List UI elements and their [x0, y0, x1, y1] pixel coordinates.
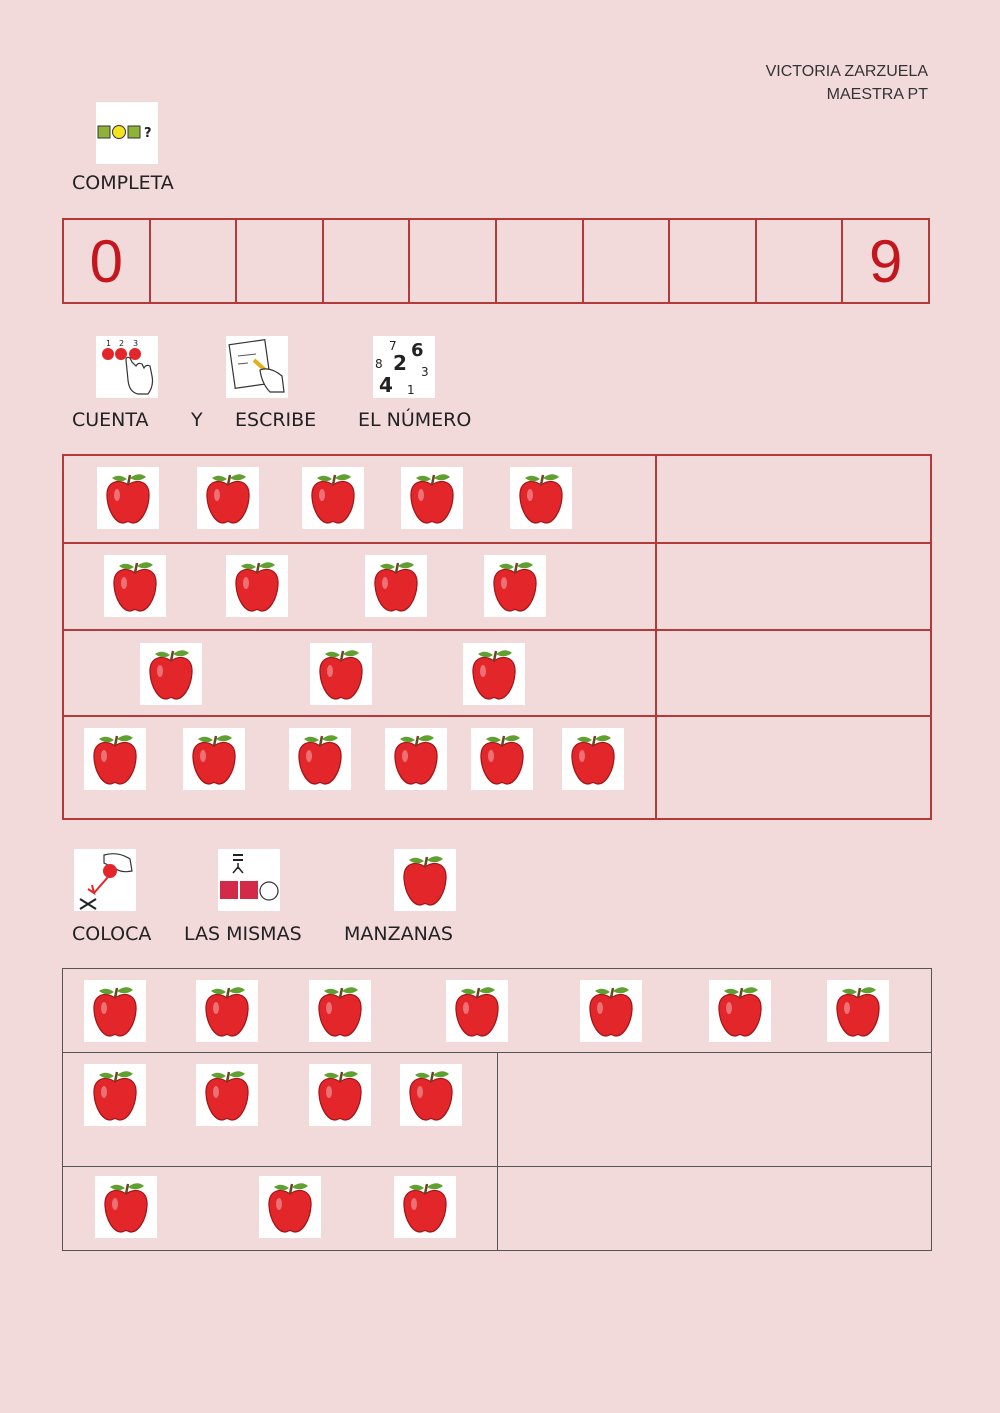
- apple-picto-icon: [394, 849, 456, 911]
- apple-icon: [95, 1176, 157, 1238]
- number-cell: 9: [868, 227, 903, 295]
- svg-text:3: 3: [133, 339, 139, 348]
- las-mismas-label: LAS MISMAS: [184, 923, 302, 945]
- apple-icon: [140, 643, 202, 705]
- write-pencil-icon: [226, 336, 288, 398]
- apple-icon: [289, 728, 351, 790]
- apple-icon: [183, 728, 245, 790]
- number-cell-blank[interactable]: [497, 220, 584, 302]
- svg-text:8: 8: [375, 357, 383, 371]
- apple-icon: [226, 555, 288, 617]
- place-table: [62, 968, 932, 1251]
- apple-icon: [259, 1176, 321, 1238]
- numbers-icon: [373, 336, 435, 398]
- number-cell-blank[interactable]: [151, 220, 238, 302]
- svg-text:6: 6: [411, 340, 424, 361]
- apple-icon: [446, 980, 508, 1042]
- apple-icon: [471, 728, 533, 790]
- apple-icon: [310, 643, 372, 705]
- number-line: [62, 218, 930, 304]
- author-role: MAESTRA PT: [826, 86, 928, 103]
- apple-icon: [309, 980, 371, 1042]
- svg-text:2: 2: [119, 339, 125, 348]
- sequence-pictogram-icon: [96, 102, 158, 164]
- number-cell-blank[interactable]: [237, 220, 324, 302]
- number-cell-blank[interactable]: [410, 220, 497, 302]
- cuenta-label: CUENTA: [72, 409, 149, 431]
- number-cell-blank[interactable]: [584, 220, 671, 302]
- apple-icon: [401, 467, 463, 529]
- apple-icon: [463, 643, 525, 705]
- apple-icon: [580, 980, 642, 1042]
- apple-icon: [302, 467, 364, 529]
- answer-box[interactable]: [657, 717, 930, 818]
- apple-icon: [394, 1176, 456, 1238]
- apple-icon: [97, 467, 159, 529]
- answer-box[interactable]: [657, 544, 930, 631]
- escribe-label: ESCRIBE: [235, 409, 317, 431]
- svg-text:3: 3: [421, 365, 429, 379]
- answer-box[interactable]: [657, 631, 930, 717]
- svg-text:2: 2: [393, 351, 407, 375]
- place-apples-box[interactable]: [498, 1053, 931, 1167]
- apple-icon: [196, 1064, 258, 1126]
- svg-text:?: ?: [144, 126, 152, 141]
- manzanas-label: MANZANAS: [344, 923, 453, 945]
- apple-icon: [400, 1064, 462, 1126]
- count-apples-hand-icon: [96, 336, 158, 398]
- apple-icon: [709, 980, 771, 1042]
- number-cell-blank[interactable]: [757, 220, 844, 302]
- count-table: [62, 454, 932, 820]
- apple-icon: [562, 728, 624, 790]
- apple-icon: [84, 728, 146, 790]
- apple-icon: [365, 555, 427, 617]
- apple-icon: [84, 1064, 146, 1126]
- apple-icon: [197, 467, 259, 529]
- place-apples-box[interactable]: [498, 1167, 931, 1250]
- apple-icon: [84, 980, 146, 1042]
- number-cell-blank[interactable]: [324, 220, 411, 302]
- svg-text:7: 7: [389, 339, 397, 353]
- apple-icon: [484, 555, 546, 617]
- author-name: VICTORIA ZARZUELA: [765, 63, 928, 80]
- svg-text:1: 1: [407, 383, 415, 397]
- same-quantity-icon: [218, 849, 280, 911]
- author-block: [766, 60, 928, 106]
- answer-box[interactable]: [657, 456, 930, 544]
- apple-icon: [827, 980, 889, 1042]
- completa-label: COMPLETA: [72, 172, 174, 194]
- apple-icon: [104, 555, 166, 617]
- number-cell: 0: [64, 220, 151, 302]
- apple-icon: [510, 467, 572, 529]
- apple-icon: [385, 728, 447, 790]
- coloca-label: COLOCA: [72, 923, 152, 945]
- place-apple-icon: [74, 849, 136, 911]
- y-label: Y: [191, 409, 203, 431]
- el-numero-label: EL NÚMERO: [358, 409, 472, 431]
- svg-text:1: 1: [106, 339, 112, 348]
- apple-icon: [309, 1064, 371, 1126]
- number-cell-blank[interactable]: [670, 220, 757, 302]
- svg-text:4: 4: [379, 373, 393, 397]
- apple-icon: [196, 980, 258, 1042]
